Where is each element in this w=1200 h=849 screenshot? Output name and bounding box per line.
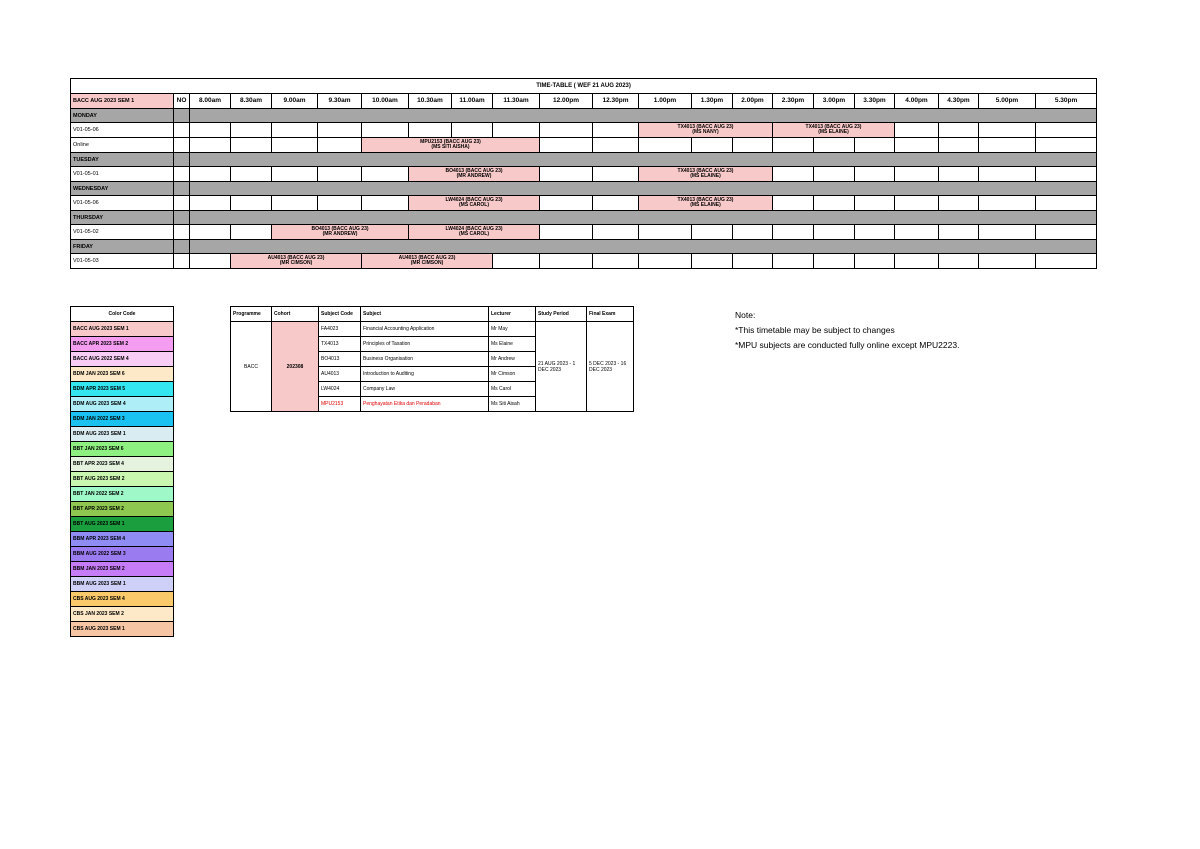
- empty-slot: [814, 167, 855, 182]
- legend-row: [71, 622, 174, 637]
- day-row: [71, 182, 1097, 196]
- room-row: [71, 138, 1097, 153]
- empty-slot: [895, 138, 939, 153]
- day-label: FRIDAY: [71, 240, 174, 254]
- day-no-cell: [174, 240, 190, 254]
- lecturer-cell: Ms Elaine: [489, 337, 536, 352]
- room-label: V01-05-06: [71, 196, 174, 211]
- day-row: [71, 109, 1097, 123]
- time-slot-header: 8.30am: [231, 94, 272, 109]
- legend-item: BBT JAN 2023 SEM 6: [71, 442, 174, 457]
- subject-table: [230, 306, 634, 412]
- empty-slot: [939, 196, 979, 211]
- subject-code-cell: AU4013: [319, 367, 361, 382]
- subject-name-cell: Principles of Taxation: [361, 337, 489, 352]
- class-code: TX4013 (BACC AUG 23): [805, 123, 862, 130]
- legend-row: [71, 442, 174, 457]
- time-slot-header: 4.30pm: [939, 94, 979, 109]
- legend-row: [71, 502, 174, 517]
- room-label: V01-05-02: [71, 225, 174, 240]
- class-lecturer: (MR ANDREW): [322, 231, 358, 237]
- subject-name-cell: Introduction to Auditing: [361, 367, 489, 382]
- legend-row: [71, 592, 174, 607]
- no-cell: [174, 167, 190, 182]
- empty-slot: [540, 123, 593, 138]
- empty-slot: [1036, 123, 1097, 138]
- time-slot-header: 1.30pm: [692, 94, 733, 109]
- day-row: [71, 153, 1097, 167]
- room-label: Online: [71, 138, 174, 153]
- class-lecturer: (MS SITI AISHA): [431, 144, 470, 150]
- empty-slot: [1036, 138, 1097, 153]
- day-row: [71, 211, 1097, 225]
- time-slot-header: 12.30pm: [593, 94, 639, 109]
- class-lecturer: (MR CIMSON): [410, 260, 444, 266]
- subject-code-header: Subject Code: [319, 307, 361, 322]
- empty-slot: [190, 138, 231, 153]
- empty-slot: [190, 167, 231, 182]
- legend-item: BDM JAN 2022 SEM 3: [71, 412, 174, 427]
- subject-name-cell: Penghayatan Etika dan Peradaban: [361, 397, 489, 412]
- legend-item: BBT JAN 2022 SEM 2: [71, 487, 174, 502]
- day-bar: [190, 182, 1097, 196]
- class-code: MPU2153 (BACC AUG 23): [420, 138, 481, 145]
- lecturer-cell: Ms Carol: [489, 382, 536, 397]
- empty-slot: [939, 138, 979, 153]
- class-lecturer: (MS CAROL): [459, 202, 489, 208]
- empty-slot: [540, 167, 593, 182]
- class-block[interactable]: [362, 254, 493, 269]
- legend-row: [71, 412, 174, 427]
- no-cell: [174, 138, 190, 153]
- empty-slot: [190, 196, 231, 211]
- class-block[interactable]: [409, 167, 540, 182]
- empty-slot: [318, 167, 362, 182]
- empty-slot: [272, 196, 318, 211]
- empty-slot: [979, 167, 1036, 182]
- study-period-cell: 21 AUG 2023 - 1 DEC 2023: [536, 322, 587, 412]
- day-bar: [190, 109, 1097, 123]
- class-lecturer: (MS ELAINE): [818, 129, 849, 135]
- legend-row: [71, 367, 174, 382]
- legend-item: CBS AUG 2023 SEM 4: [71, 592, 174, 607]
- class-block[interactable]: [409, 225, 540, 240]
- legend-row: [71, 427, 174, 442]
- legend-item: CBS AUG 2023 SEM 1: [71, 622, 174, 637]
- empty-slot: [272, 138, 318, 153]
- time-slot-header: 3.30pm: [855, 94, 895, 109]
- time-slot-header: 11.00am: [452, 94, 493, 109]
- time-slot-header: 2.00pm: [733, 94, 773, 109]
- empty-slot: [733, 254, 773, 269]
- empty-slot: [773, 196, 814, 211]
- empty-slot: [895, 225, 939, 240]
- empty-slot: [540, 254, 593, 269]
- legend-row: [71, 457, 174, 472]
- empty-slot: [190, 254, 231, 269]
- empty-slot: [593, 138, 639, 153]
- empty-slot: [1036, 196, 1097, 211]
- cohort-header: BACC AUG 2023 SEM 1: [71, 94, 174, 109]
- notes-title: Note:: [735, 310, 756, 320]
- empty-slot: [773, 225, 814, 240]
- empty-slot: [692, 254, 733, 269]
- legend-item: BACC AUG 2023 SEM 1: [71, 322, 174, 337]
- day-no-cell: [174, 109, 190, 123]
- legend-row: [71, 352, 174, 367]
- notes: [735, 308, 1065, 353]
- legend-item: BBT AUG 2023 SEM 1: [71, 517, 174, 532]
- empty-slot: [540, 225, 593, 240]
- empty-slot: [979, 138, 1036, 153]
- empty-slot: [272, 123, 318, 138]
- class-lecturer: (MR ANDREW): [456, 173, 492, 179]
- legend-item: BBM APR 2023 SEM 4: [71, 532, 174, 547]
- empty-slot: [814, 138, 855, 153]
- legend-item: BBT APR 2023 SEM 2: [71, 502, 174, 517]
- class-block[interactable]: [773, 123, 895, 138]
- empty-slot: [814, 254, 855, 269]
- time-slot-header: 12.00pm: [540, 94, 593, 109]
- empty-slot: [1036, 254, 1097, 269]
- empty-slot: [593, 196, 639, 211]
- empty-slot: [231, 167, 272, 182]
- empty-slot: [895, 123, 939, 138]
- legend-row: [71, 337, 174, 352]
- lecturer-cell: Mr Cimson: [489, 367, 536, 382]
- class-code: BO4013 (BACC AUG 23): [311, 225, 369, 232]
- room-label: V01-05-01: [71, 167, 174, 182]
- time-slot-header: 9.30am: [318, 94, 362, 109]
- lecturer-cell: Ms Siti Aisah: [489, 397, 536, 412]
- empty-slot: [318, 138, 362, 153]
- empty-slot: [639, 254, 692, 269]
- room-row: [71, 123, 1097, 138]
- empty-slot: [540, 196, 593, 211]
- legend-row: [71, 532, 174, 547]
- legend-row: [71, 517, 174, 532]
- legend-row: [71, 562, 174, 577]
- time-slot-header: 9.00am: [272, 94, 318, 109]
- empty-slot: [855, 138, 895, 153]
- class-block[interactable]: [362, 138, 540, 153]
- empty-slot: [272, 167, 318, 182]
- empty-slot: [639, 225, 692, 240]
- empty-slot: [231, 225, 272, 240]
- empty-slot: [939, 123, 979, 138]
- subject-name-cell: Company Law: [361, 382, 489, 397]
- empty-slot: [814, 225, 855, 240]
- no-cell: [174, 123, 190, 138]
- time-slot-header: 10.30am: [409, 94, 452, 109]
- day-label: WEDNESDAY: [71, 182, 174, 196]
- empty-slot: [895, 167, 939, 182]
- lecturer-header: Lecturer: [489, 307, 536, 322]
- time-slot-header: 5.00pm: [979, 94, 1036, 109]
- empty-slot: [979, 123, 1036, 138]
- room-label: V01-05-06: [71, 123, 174, 138]
- class-block[interactable]: [409, 196, 540, 211]
- legend-row: [71, 322, 174, 337]
- time-slot-header: 3.00pm: [814, 94, 855, 109]
- empty-slot: [773, 138, 814, 153]
- class-lecturer: (MS ELAINE): [690, 173, 721, 179]
- class-block[interactable]: [639, 196, 773, 211]
- subject-code-cell: BO4013: [319, 352, 361, 367]
- study-period-header: Study Period: [536, 307, 587, 322]
- day-label: TUESDAY: [71, 153, 174, 167]
- class-code: LW4024 (BACC AUG 23): [445, 196, 503, 203]
- empty-slot: [733, 138, 773, 153]
- empty-slot: [939, 167, 979, 182]
- empty-slot: [855, 167, 895, 182]
- day-bar: [190, 240, 1097, 254]
- legend-item: BACC APR 2023 SEM 2: [71, 337, 174, 352]
- legend-title: Color Code: [71, 307, 174, 322]
- programme-header: Programme: [231, 307, 272, 322]
- legend-item: BDM AUG 2023 SEM 1: [71, 427, 174, 442]
- empty-slot: [773, 167, 814, 182]
- no-cell: [174, 225, 190, 240]
- timetable: [70, 78, 1097, 269]
- empty-slot: [692, 138, 733, 153]
- empty-slot: [639, 138, 692, 153]
- class-code: TX4013 (BACC AUG 23): [677, 196, 734, 203]
- no-header: NO: [174, 94, 190, 109]
- final-exam-cell: 5 DEC 2023 - 16 DEC 2023: [587, 322, 634, 412]
- no-cell: [174, 254, 190, 269]
- cohort-cell: 202308: [272, 322, 319, 412]
- time-slot-header: 8.00am: [190, 94, 231, 109]
- color-code-legend: [70, 306, 174, 637]
- empty-slot: [855, 254, 895, 269]
- room-row: [71, 167, 1097, 182]
- class-code: AU4013 (BACC AUG 23): [267, 254, 325, 261]
- class-code: AU4013 (BACC AUG 23): [398, 254, 456, 261]
- empty-slot: [318, 196, 362, 211]
- room-label: V01-05-03: [71, 254, 174, 269]
- empty-slot: [895, 254, 939, 269]
- lecturer-cell: Mr Andrew: [489, 352, 536, 367]
- subject-row: [231, 322, 634, 337]
- empty-slot: [979, 196, 1036, 211]
- note-line: *This timetable may be subject to changes: [735, 325, 895, 335]
- legend-row: [71, 397, 174, 412]
- subject-code-cell: MPU2153: [319, 397, 361, 412]
- legend-row: [71, 607, 174, 622]
- day-label: MONDAY: [71, 109, 174, 123]
- empty-slot: [540, 138, 593, 153]
- empty-slot: [733, 225, 773, 240]
- legend-row: [71, 487, 174, 502]
- empty-slot: [190, 225, 231, 240]
- subject-name-cell: Business Organisation: [361, 352, 489, 367]
- empty-slot: [593, 254, 639, 269]
- day-no-cell: [174, 182, 190, 196]
- note-line: *MPU subjects are conducted fully online except MPU2223.: [735, 340, 960, 350]
- subject-name-cell: Financial Accounting Application: [361, 322, 489, 337]
- empty-slot: [895, 196, 939, 211]
- legend-item: BBM JAN 2023 SEM 2: [71, 562, 174, 577]
- empty-slot: [855, 196, 895, 211]
- legend-row: [71, 577, 174, 592]
- day-no-cell: [174, 153, 190, 167]
- time-slot-header: 4.00pm: [895, 94, 939, 109]
- legend-item: BBM AUG 2022 SEM 3: [71, 547, 174, 562]
- room-row: [71, 254, 1097, 269]
- day-no-cell: [174, 211, 190, 225]
- empty-slot: [773, 254, 814, 269]
- empty-slot: [939, 225, 979, 240]
- class-code: LW4024 (BACC AUG 23): [445, 225, 503, 232]
- class-block[interactable]: [231, 254, 362, 269]
- legend-row: [71, 547, 174, 562]
- class-block[interactable]: [639, 167, 773, 182]
- empty-slot: [231, 138, 272, 153]
- empty-slot: [939, 254, 979, 269]
- empty-slot: [318, 123, 362, 138]
- legend-item: BACC AUG 2022 SEM 4: [71, 352, 174, 367]
- legend-row: [71, 382, 174, 397]
- empty-slot: [362, 167, 409, 182]
- final-exam-header: Final Exam: [587, 307, 634, 322]
- empty-slot: [493, 123, 540, 138]
- legend-item: BDM AUG 2023 SEM 4: [71, 397, 174, 412]
- day-bar: [190, 211, 1097, 225]
- subject-header: Subject: [361, 307, 489, 322]
- subject-code-cell: TX4013: [319, 337, 361, 352]
- class-lecturer: (MS CAROL): [459, 231, 489, 237]
- empty-slot: [362, 123, 409, 138]
- legend-item: BBM AUG 2023 SEM 1: [71, 577, 174, 592]
- time-slot-header: 11.30am: [493, 94, 540, 109]
- day-row: [71, 240, 1097, 254]
- time-slot-header: 1.00pm: [639, 94, 692, 109]
- empty-slot: [692, 225, 733, 240]
- class-block[interactable]: [272, 225, 409, 240]
- time-slot-header: 5.30pm: [1036, 94, 1097, 109]
- legend-item: BBT AUG 2023 SEM 2: [71, 472, 174, 487]
- cohort-header: Cohort: [272, 307, 319, 322]
- empty-slot: [362, 196, 409, 211]
- room-row: [71, 196, 1097, 211]
- class-lecturer: (MR CIMSON): [279, 260, 313, 266]
- empty-slot: [190, 123, 231, 138]
- lecturer-cell: Mr May: [489, 322, 536, 337]
- empty-slot: [493, 254, 540, 269]
- empty-slot: [231, 196, 272, 211]
- empty-slot: [593, 225, 639, 240]
- class-code: BO4013 (BACC AUG 23): [445, 167, 503, 174]
- day-label: THURSDAY: [71, 211, 174, 225]
- legend-item: CBS JAN 2023 SEM 2: [71, 607, 174, 622]
- class-code: TX4013 (BACC AUG 23): [677, 123, 734, 130]
- empty-slot: [979, 225, 1036, 240]
- time-slot-header: 2.30pm: [773, 94, 814, 109]
- class-block[interactable]: [639, 123, 773, 138]
- empty-slot: [593, 167, 639, 182]
- empty-slot: [452, 123, 493, 138]
- empty-slot: [979, 254, 1036, 269]
- no-cell: [174, 196, 190, 211]
- legend-item: BBT APR 2023 SEM 4: [71, 457, 174, 472]
- time-slot-header: 10.00am: [362, 94, 409, 109]
- empty-slot: [593, 123, 639, 138]
- class-lecturer: (MS NANY): [692, 129, 719, 135]
- legend-row: [71, 472, 174, 487]
- day-bar: [190, 153, 1097, 167]
- room-row: [71, 225, 1097, 240]
- class-code: TX4013 (BACC AUG 23): [677, 167, 734, 174]
- timetable-title: TIME-TABLE ( WEF 21 AUG 2023): [71, 79, 1097, 94]
- empty-slot: [814, 196, 855, 211]
- subject-code-cell: LW4024: [319, 382, 361, 397]
- subject-code-cell: FA4023: [319, 322, 361, 337]
- class-lecturer: (MS ELAINE): [690, 202, 721, 208]
- empty-slot: [855, 225, 895, 240]
- programme-cell: BACC: [231, 322, 272, 412]
- legend-item: BDM APR 2023 SEM 5: [71, 382, 174, 397]
- empty-slot: [231, 123, 272, 138]
- empty-slot: [1036, 167, 1097, 182]
- empty-slot: [409, 123, 452, 138]
- legend-item: BDM JAN 2023 SEM 6: [71, 367, 174, 382]
- empty-slot: [1036, 225, 1097, 240]
